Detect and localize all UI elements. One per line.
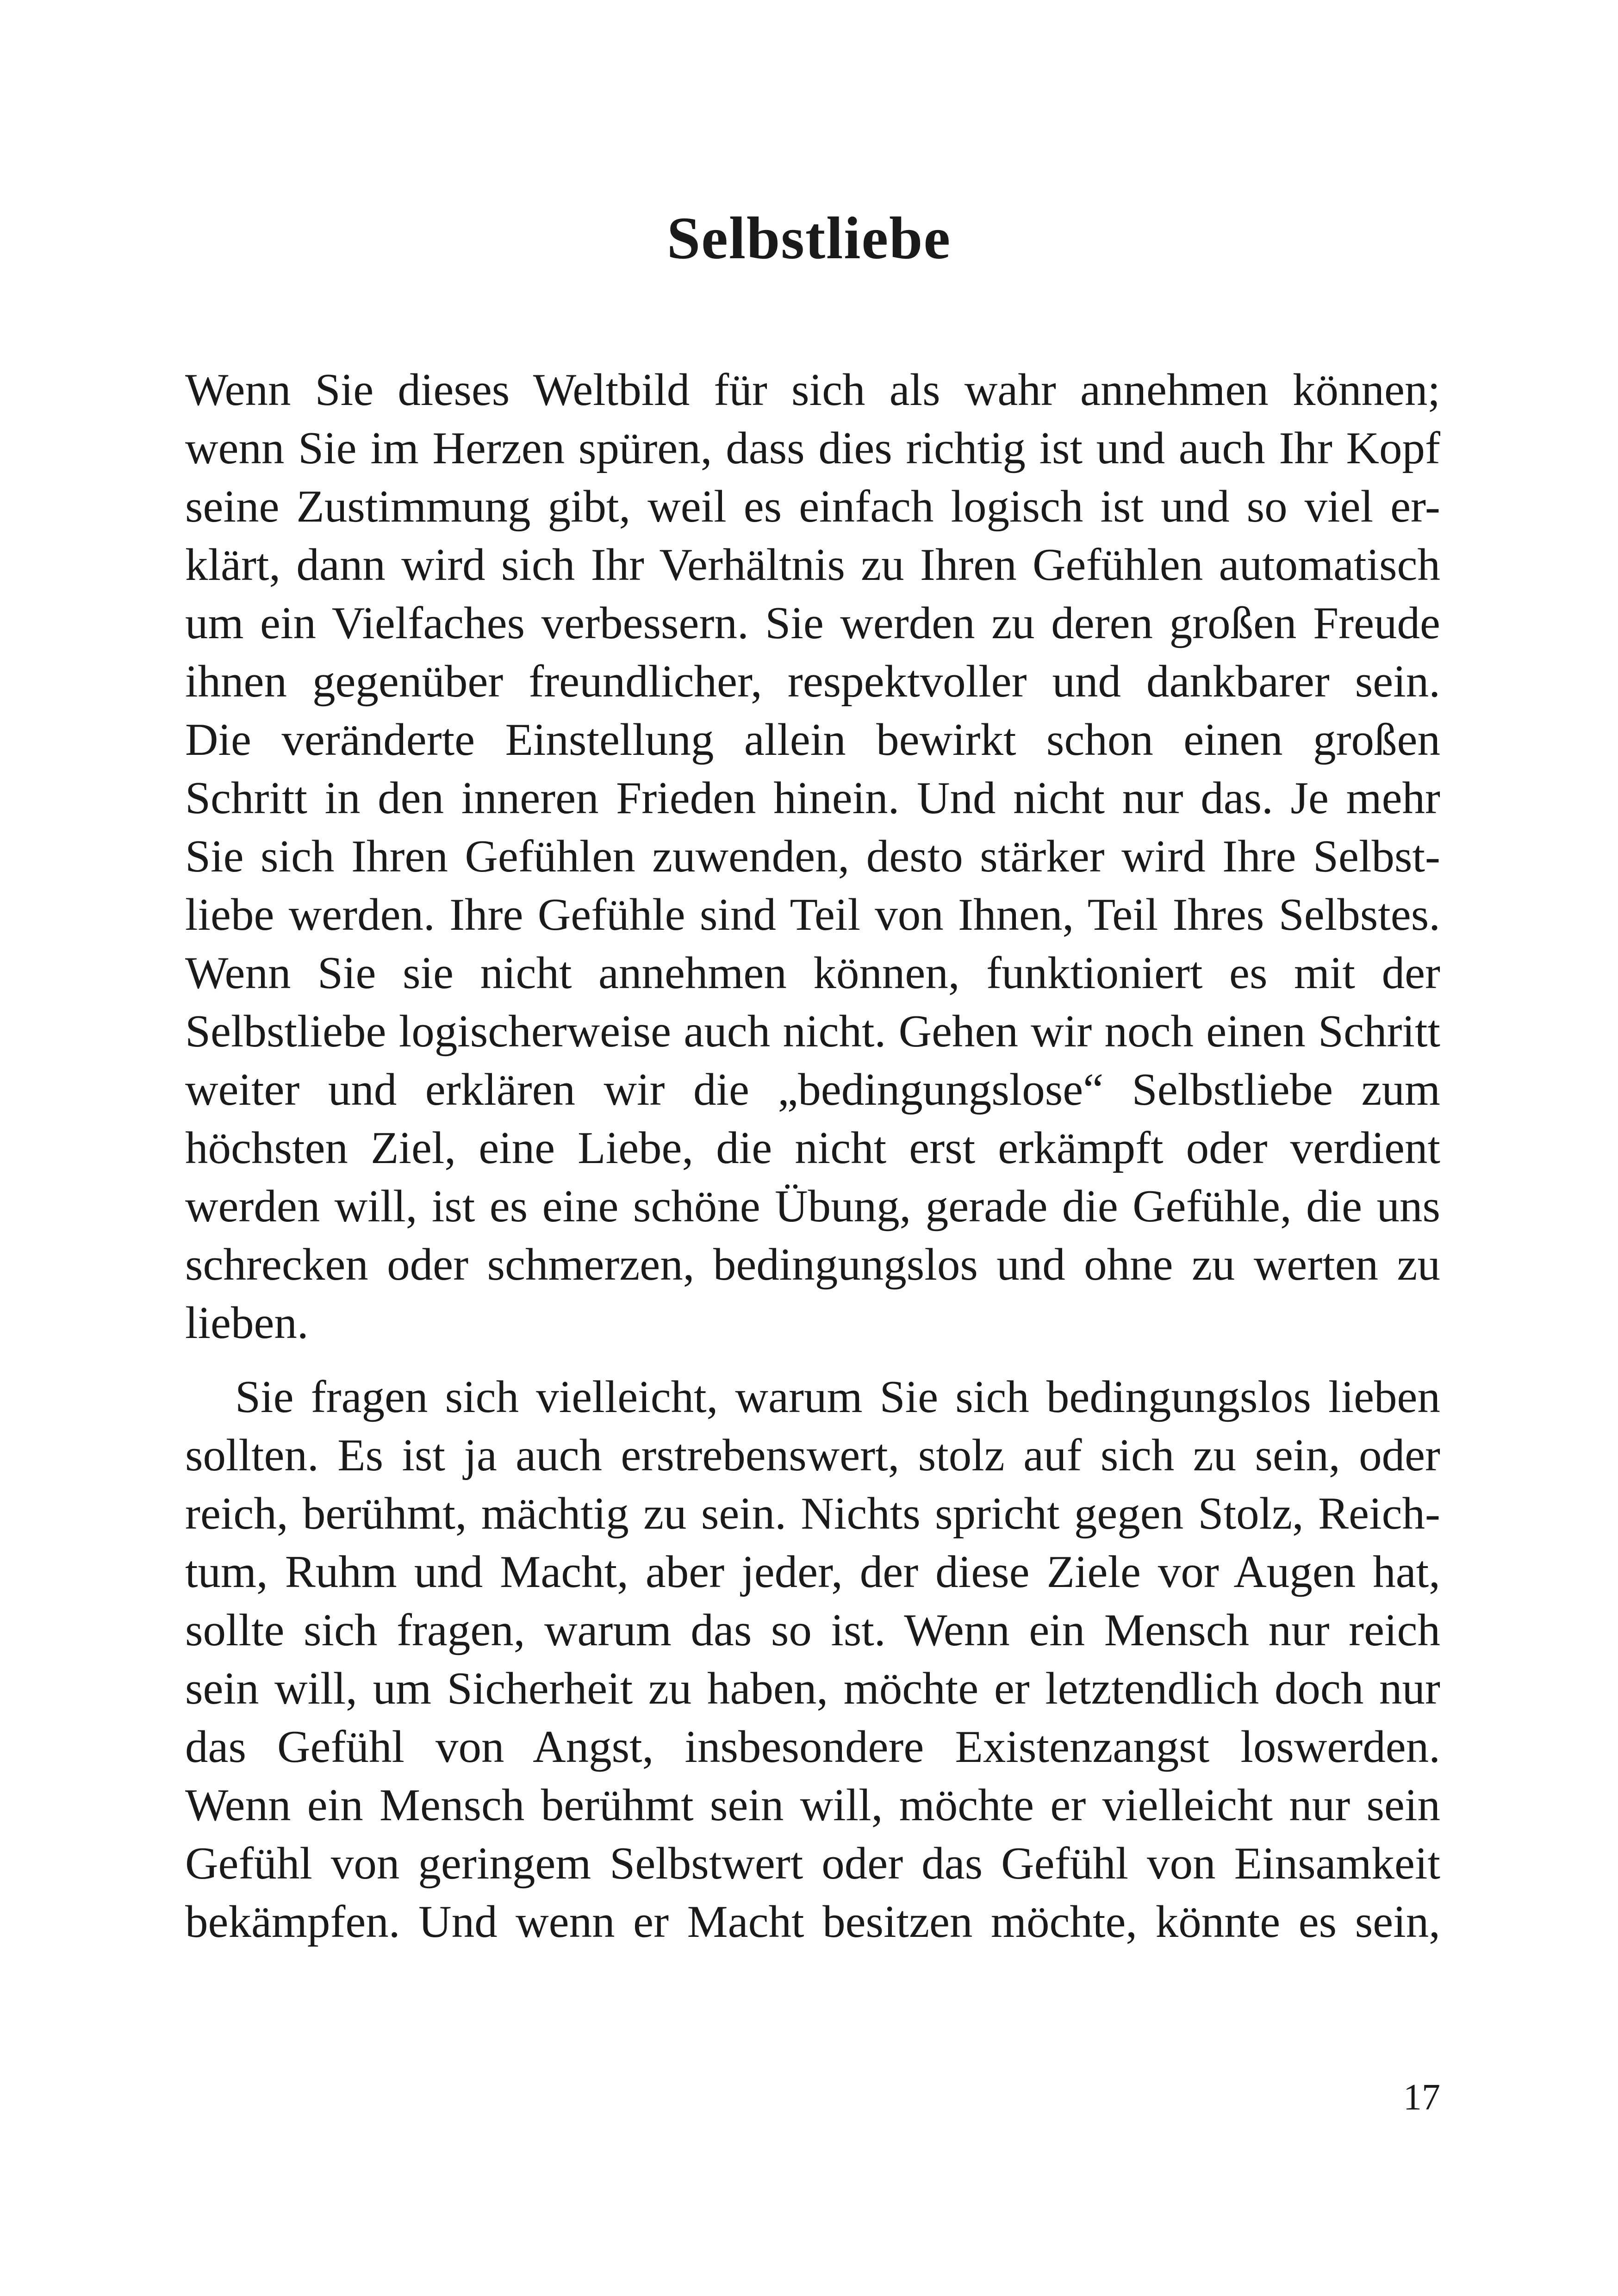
text-line: Wenn ein Mensch berühmt sein will, möchte er vielleicht nur sein: [185, 1780, 1440, 1830]
text-line: ihnen gegenüber freundlicher, respektvoller und dankbarer sein.: [185, 656, 1440, 707]
text-line: höchsten Ziel, eine Liebe, die nicht erst erkämpft oder verdient: [185, 1123, 1440, 1173]
text-line: seine Zustimmung gibt, weil es einfach logisch ist und so viel er-: [185, 481, 1440, 532]
text-line: reich, berühmt, mächtig zu sein. Nichts spricht gegen Stolz, Reich-: [185, 1488, 1440, 1539]
text-line: schrecken oder schmerzen, bedingungslos und ohne zu werten zu: [185, 1239, 1440, 1290]
page-number: 17: [1403, 2077, 1440, 2118]
text-line: sein will, um Sicherheit zu haben, möchte er letztendlich doch nur: [185, 1663, 1440, 1714]
text-line: Sie fragen sich vielleicht, warum Sie sich bedingungslos lieben: [235, 1372, 1440, 1422]
text-line: weiter und erklären wir die „bedingungslose“ Selbstliebe zum: [185, 1064, 1440, 1115]
text-line: werden will, ist es eine schöne Übung, gerade die Gefühle, die uns: [185, 1181, 1440, 1232]
body-text: [185, 361, 1440, 1951]
text-line: Wenn Sie dieses Weltbild für sich als wahr annehmen können;: [185, 365, 1440, 415]
text-line: das Gefühl von Angst, insbesondere Existenzangst loswerden.: [185, 1722, 1440, 1772]
text-line: wenn Sie im Herzen spüren, dass dies richtig ist und auch Ihr Kopf: [185, 423, 1440, 473]
text-line: Sie sich Ihren Gefühlen zuwenden, desto stärker wird Ihre Selbst-: [185, 831, 1440, 882]
text-line: sollte sich fragen, warum das so ist. Wenn ein Mensch nur reich: [185, 1605, 1440, 1655]
text-line: tum, Ruhm und Macht, aber jeder, der diese Ziele vor Augen hat,: [185, 1547, 1440, 1597]
text-line: um ein Vielfaches verbessern. Sie werden zu deren großen Freude: [185, 598, 1440, 648]
text-line: Wenn Sie sie nicht annehmen können, funktioniert es mit der: [185, 948, 1440, 998]
text-line: liebe werden. Ihre Gefühle sind Teil von Ihnen, Teil Ihres Selbstes.: [185, 890, 1440, 940]
text-line: lieben.: [185, 1298, 309, 1348]
text-line: sollten. Es ist ja auch erstrebenswert, stolz auf sich zu sein, oder: [185, 1430, 1440, 1481]
chapter-title: Selbstliebe: [666, 205, 952, 272]
text-line: Schritt in den inneren Frieden hinein. Und nicht nur das. Je mehr: [185, 773, 1440, 823]
text-line: Die veränderte Einstellung allein bewirkt schon einen großen: [185, 715, 1440, 765]
paragraph-2: [185, 1368, 1440, 1951]
text-line: bekämpfen. Und wenn er Macht besitzen möchte, könnte es sein,: [185, 1897, 1440, 1947]
text-line: klärt, dann wird sich Ihr Verhältnis zu Ihren Gefühlen automatisch: [185, 540, 1440, 590]
text-line: Gefühl von geringem Selbstwert oder das Gefühl von Einsamkeit: [185, 1838, 1440, 1889]
text-line: Selbstliebe logischerweise auch nicht. Gehen wir noch einen Schritt: [185, 1006, 1440, 1057]
paragraph-1: [185, 361, 1440, 1352]
